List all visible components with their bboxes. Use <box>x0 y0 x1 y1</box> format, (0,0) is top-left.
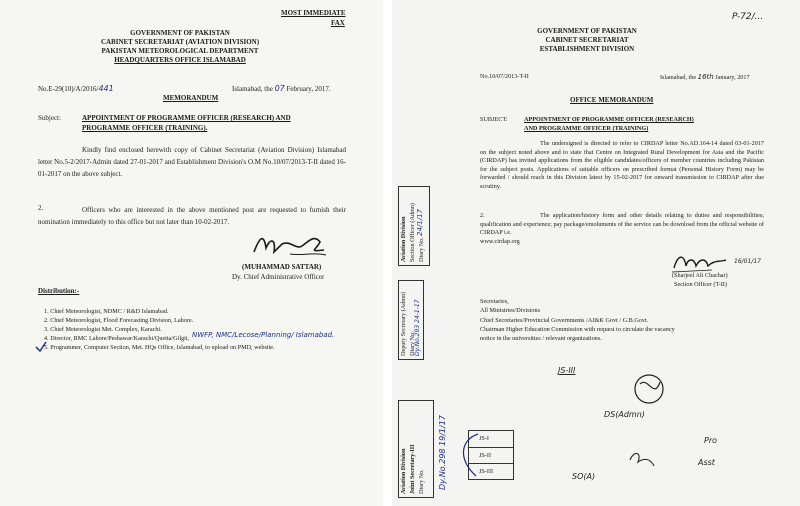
recipient-line-4: Chairman Higher Education Commission with request to circulate the vacancy <box>480 326 675 333</box>
distribution-item-2: 2. Chief Meteorologist, Flood Forecasting Division, Lahore. <box>44 317 194 324</box>
signatory-title: Section Officer (T-II) <box>674 281 727 288</box>
recipient-line-5: notice in the universities / relevant organizations. <box>480 335 602 342</box>
header-line-4: HEADQUARTERS OFFICE ISLAMABAD <box>114 56 246 64</box>
initials-scribble <box>626 366 672 412</box>
routing-js-1: JS-I <box>469 431 513 448</box>
subject-line-2: PROGRAMME OFFICER (TRAINING). <box>82 124 208 132</box>
paragraph-2: The application/history form and other details relating to duties and responsibilities; qualification and experience; pay package/emoluments of the service can be download from the official website of CIRDAP i.e. <box>480 212 764 237</box>
stamp-top-handwriting: 24/1/17 <box>416 209 424 236</box>
memo-date: Islamabad, the 07 February, 2017. <box>232 84 331 93</box>
fax-label: FAX <box>331 19 345 27</box>
header-line-2: CABINET SECRETARIAT (AVIATION DIVISION) <box>100 38 260 46</box>
header-line-1: GOVERNMENT OF PAKISTAN <box>537 27 637 35</box>
note-js-iii: JS-III <box>558 366 576 375</box>
subject-line-1: APPOINTMENT OF PROGRAMME OFFICER (RESEARCH) <box>524 116 694 123</box>
stamp-middle-line-2: Diary No. <box>409 331 416 356</box>
header-line-3: PAKISTAN METEOROLOGICAL DEPARTMENT <box>101 47 259 55</box>
header-line-3: ESTABLISHMENT DIVISION <box>539 45 635 53</box>
stamp-bottom-line-2: Joint Secretary-III <box>409 444 416 494</box>
distribution-label: Distribution:- <box>38 287 80 295</box>
routing-bracket-mark <box>448 430 488 480</box>
website: www.cirdap.org <box>480 238 520 245</box>
distribution-handwritten-note: NWFP, NMC/Lecose/Planning/ Islamabad. <box>192 331 335 339</box>
header-line-2: CABINET SECRETARIAT <box>545 36 629 44</box>
paragraph-2: Officers who are interested in the above mentioned post are requested to furnish their nomination immediately to this office but not later than 10-02-2017. <box>38 206 346 226</box>
note-pro: Pro <box>704 436 718 445</box>
right-memo-page <box>392 0 800 506</box>
subject-line-2: AND PROGRAMME OFFICER (TRAINING) <box>524 125 649 132</box>
document-type: OFFICE MEMORANDUM <box>570 96 654 104</box>
recipient-line-3: Chief Secretaries/Provincial Governments /AJ&K Govt / G.B.Govt. <box>480 317 649 324</box>
signature-date: 16/01/17 <box>734 258 761 265</box>
distribution-item-1: 1. Chief Meteorologist, NDMC / R&D Islamabad. <box>44 308 169 315</box>
recipient-line-2: All Ministries/Divisions <box>480 307 540 314</box>
memo-date: Islamabad, the 16th January, 2017 <box>660 73 750 81</box>
subject-label: SUBJECT: <box>480 116 508 123</box>
paragraph-1: Kindly find enclosed herewith copy of Cabinet Secretariat (Aviation Division) Islamabad letter No.5-2/2017-Admin dated 27-01-2017 and Establishment Division's O.M No.10/07/2013-T-II dated 16-01-2017 on the above subject. <box>38 146 346 178</box>
paragraph-2-number: 2. <box>38 204 44 212</box>
signatory-title: Dy. Chief Administrative Officer <box>232 273 325 281</box>
header-line-1: GOVERNMENT OF PAKISTAN <box>130 29 230 37</box>
signatory-name: (Sharjeel Ali Chachar) <box>672 272 728 279</box>
routing-js-3: JS-III <box>479 468 494 475</box>
routing-js-2: JS-II <box>469 448 513 464</box>
note-so-a: SO(A) <box>572 472 596 481</box>
stamp-middle-line-1: Deputy Secretary (Admn) <box>400 291 407 356</box>
distribution-item-5: 5. Programmer, Computer Section, Met. HQs Office, Islamabad, to upload on PMD, website. <box>44 344 275 351</box>
note-scribble <box>624 448 664 474</box>
recipient-line-1: Secretaries, <box>480 298 509 305</box>
document-type: MEMORANDUM <box>163 94 219 102</box>
paragraph-1: The undersigned is directed to refer to CIRDAP letter No.AD.164-14 dated 03-01-2017 on the subject noted above and to state that Centre on Integrated Rural Development for Asia and the Pacific (CIRDAP) has invited applications from the eligible candidates/officers of member countries including Pakistan for the subject posts. Applications of suitable officers on prescribed format (Personal History Form) may be forwarded / should reach in this Division latest by 15-02-2017 for onward transmission to CIRDAP after due scrutiny. <box>480 140 764 190</box>
left-memo-page <box>0 0 383 506</box>
subject-label: Subject: <box>38 114 61 122</box>
file-number: No.E-29(10)/A/2016/441 <box>38 84 114 93</box>
stamp-bottom-line-1: Aviation Division <box>400 448 407 494</box>
stamp-middle-handwriting: Dy.No.293 24-1-17 <box>414 299 421 356</box>
distribution-item-3: 3. Chief Meteorologist Met. Complex, Karachi. <box>44 326 162 333</box>
tick-mark-icon <box>34 340 48 354</box>
page-reference: P-72/... <box>732 12 764 22</box>
paragraph-2-number: 2. <box>480 212 485 219</box>
note-ds-admn: DS(Admn) <box>604 410 645 419</box>
distribution-item-4: 4. Director, RMC Lahore/Peshawar/Karachi/Quetta/Gilgit, <box>44 335 190 342</box>
subject-line-1: APPOINTMENT OF PROGRAMME OFFICER (RESEARCH) AND <box>82 114 291 122</box>
signature-left <box>250 230 330 260</box>
note-asst: Asst <box>698 458 715 467</box>
priority-label: MOST IMMEDIATE <box>281 9 346 17</box>
stamp-bottom-handwriting: Dy.No.298 19/1/17 <box>438 415 447 490</box>
signatory-name: (MUHAMMAD SATTAR) <box>242 263 322 271</box>
stamp-top-line-3: Diary No. <box>418 237 425 262</box>
stamp-bottom-line-3: Diary No. <box>418 469 425 494</box>
file-number: No.10/07/2013-T-II <box>480 73 529 80</box>
stamp-top-line-1: Aviation Division <box>400 216 407 262</box>
stamp-top-line-2: Section Officer (Admn) <box>409 203 416 262</box>
